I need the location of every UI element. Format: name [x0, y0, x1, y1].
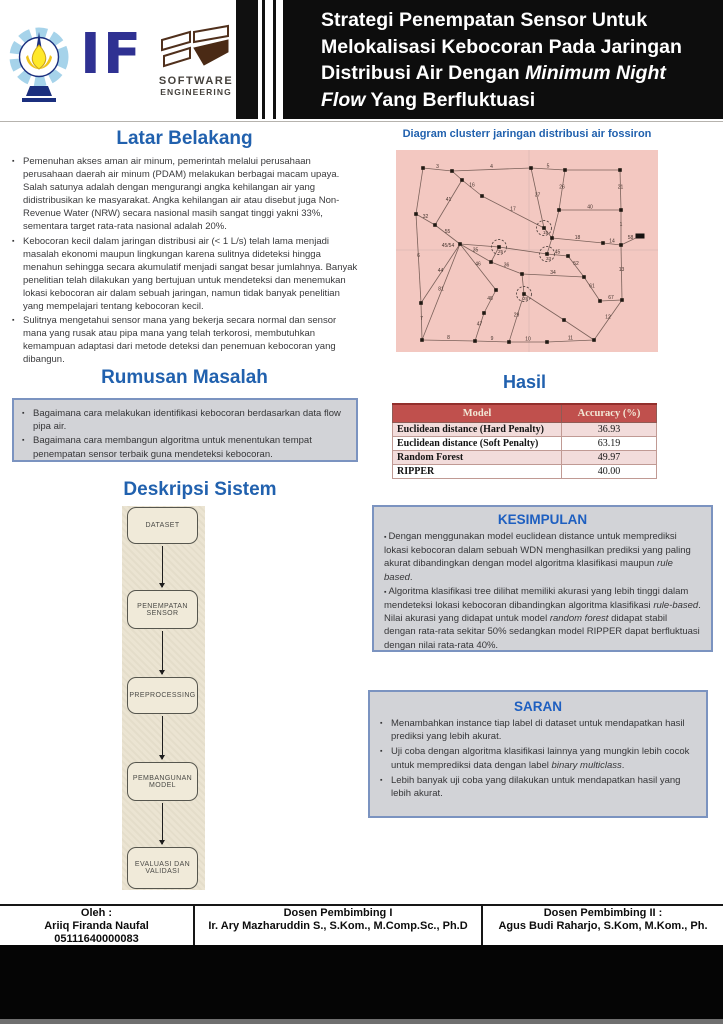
bullet-icon: ▪: [12, 237, 15, 245]
author-name: Ariiq Firanda Naufal: [44, 920, 149, 932]
arrow-down-icon: [162, 631, 163, 674]
flowchart-step-dataset: DATASET: [127, 507, 198, 544]
col-header-accuracy: Accuracy (%): [562, 404, 657, 423]
svg-text:81: 81: [438, 286, 444, 293]
its-gear-logo-icon: [8, 24, 70, 111]
svg-text:17: 17: [510, 206, 516, 213]
table-row: Euclidean distance (Hard Penalty) 36.93: [393, 423, 657, 437]
svg-text:48: 48: [487, 296, 493, 302]
bullet-icon: ▪: [12, 317, 15, 325]
arrow-down-icon: [162, 803, 163, 844]
svg-text:32: 32: [422, 214, 429, 220]
bullet-icon: ▪: [380, 776, 383, 784]
list-item: ▪ Pemenuhan akses aman air minum, pemerintah melalui perusahaan perusahaan daerah air minum (PDAM) melakukan berbagai macam upaya. Salah satunya adalah dengan mengurangi angka kehilangan air yang didistribusikan ke masyarakat. Angka kehilangan air atau disebut juga Non-Revenue Water (NRW) secara nasional masih sangat tinggi yakni 33%, sementara target rata-rata nasional adalah 20%.: [12, 156, 340, 233]
svg-text:15: 15: [542, 230, 549, 236]
header: [0, 0, 723, 119]
list-item: ▪ Bagaimana cara membangun algoritma untuk menentukan tempat penempatan sensor terbaik guna mendeteksi kebocoran.: [22, 435, 312, 460]
svg-text:7: 7: [420, 316, 423, 322]
svg-text:55: 55: [444, 229, 451, 235]
if-logo: IF: [80, 22, 144, 87]
network-diagram: [396, 150, 658, 352]
svg-text:58: 58: [627, 235, 634, 241]
header-stripes-decoration: [236, 0, 283, 119]
arrow-down-icon: [162, 546, 163, 587]
svg-text:21: 21: [617, 184, 624, 191]
list-item: ▪ Sulitnya mengetahui sensor mana yang bekerja secara normal dan sensor mana yang rusak atau pipa mana yang telah terkorosi, membutuhkan kemampuan adaptasi dari metode deteksi dan penemuan kebocoran yang dibangun.: [12, 315, 337, 366]
hasil-table: [392, 403, 657, 479]
saran-box: [368, 690, 708, 818]
table-row: Euclidean distance (Soft Penalty) 63.19: [393, 437, 657, 451]
svg-text:9: 9: [490, 336, 494, 342]
se-label-line1: SOFTWARE: [158, 75, 234, 87]
svg-text:45: 45: [554, 249, 561, 256]
svg-text:25: 25: [497, 249, 504, 255]
latar-belakang-list: [12, 155, 360, 368]
list-item: ▪ Algoritma klasifikasi tree dilihat memiliki akurasi yang lebih tinggi dalam mendeteksi lokasi kebocoran dibandingkan algoritma klasifikasi rule-based. Nilai akurasi yang didapat untuk model random forest didapat stabil dengan rata-rata sekitar 50% sedangkan model RIPPER dapat berfluktuasi dengan nilai rata-rata 40%.: [384, 585, 701, 651]
svg-text:26: 26: [559, 184, 565, 191]
supervisor1-name: Ir. Ary Mazharuddin S., S.Kom., M.Comp.Sc., Ph.D: [208, 920, 468, 932]
svg-text:37: 37: [534, 192, 541, 199]
flowchart-step-penempatan-sensor: PENEMPATAN SENSOR: [127, 590, 198, 629]
list-item: ▪ Menambahkan instance tiap label di dataset untuk mendapatkan hasil prediksi yang lebih akurat.: [380, 718, 685, 743]
svg-text:11: 11: [567, 335, 574, 342]
flowchart: [122, 506, 205, 890]
svg-text:61: 61: [589, 283, 595, 290]
flowchart-step-preprocessing: PREPROCESSING: [127, 677, 198, 714]
svg-text:47: 47: [476, 321, 483, 328]
flowchart-step-pembangunan-model: PEMBANGUNAN MODEL: [127, 762, 198, 801]
kesimpulan-box: [372, 505, 713, 652]
svg-text:12: 12: [605, 314, 611, 321]
bullet-icon: ▪: [380, 748, 383, 756]
svg-text:46: 46: [475, 261, 481, 268]
svg-text:4: 4: [490, 164, 493, 170]
list-item: ▪ Lebih banyak uji coba yang dilakukan untuk mendapatkan hasil yang lebih akurat.: [380, 774, 681, 800]
svg-text:45/54: 45/54: [441, 243, 455, 249]
svg-text:34: 34: [550, 270, 556, 276]
author-nrp: 05111640000083: [54, 933, 139, 945]
kesimpulan-heading: KESIMPULAN: [497, 512, 588, 527]
se-marks-icon: [160, 24, 232, 68]
footer: [0, 904, 723, 945]
bullet-icon: ▪: [384, 588, 389, 596]
footer-supervisor1-cell: [193, 906, 481, 945]
se-label-line2: ENGINEERING: [160, 87, 232, 97]
bullet-icon: ▪: [380, 720, 383, 727]
poster-title-line: Melokalisasi Kebocoran Pada Jaringan: [321, 35, 682, 58]
table-header-row: [393, 404, 657, 423]
list-item: ▪ Bagaimana cara melakukan identifikasi kebocoran berdasarkan data flow pipa air.: [22, 408, 341, 433]
svg-text:28: 28: [522, 296, 529, 302]
software-engineering-logo: [156, 24, 236, 97]
supervisor1-label: Dosen Pembimbing I: [283, 907, 393, 919]
footer-supervisor2-cell: [481, 906, 723, 945]
table-row: Random Forest 49.97: [393, 451, 657, 465]
title-block: [283, 0, 723, 119]
svg-text:8: 8: [447, 335, 450, 341]
flowchart-step-evaluasi-validasi: EVALUASI DAN VALIDASI: [127, 847, 198, 889]
bullet-icon: ▪: [22, 437, 25, 445]
svg-text:5: 5: [546, 163, 550, 170]
svg-text:44: 44: [437, 268, 444, 274]
bullet-icon: ▪: [384, 534, 389, 541]
bottom-black-bar: [0, 945, 723, 1019]
svg-text:41: 41: [445, 197, 452, 203]
rumusan-masalah-list: [22, 407, 348, 461]
svg-text:40: 40: [587, 204, 593, 211]
rumusan-masalah-box: [12, 398, 358, 462]
diagram-caption: Diagram clusterr jaringan distribusi air fossiron: [402, 128, 652, 140]
supervisor2-label: Dosen Pembimbing II :: [543, 907, 663, 919]
supervisor2-name: Agus Budi Raharjo, S.Kom, M.Kom., Ph.: [498, 920, 708, 932]
deskripsi-sistem-heading: Deskripsi Sistem: [123, 479, 277, 500]
list-item: ▪ Uji coba dengan algoritma klasifikasi lainnya yang mungkin lebih cocok untuk memprediksi data dengan label binary multiclass.: [380, 746, 690, 771]
svg-text:18: 18: [574, 235, 581, 241]
saran-heading: SARAN: [513, 699, 562, 714]
svg-text:36: 36: [503, 262, 510, 269]
footer-author-cell: [0, 906, 193, 945]
latar-belakang-heading: Latar Belakang: [116, 128, 253, 149]
svg-text:3: 3: [436, 164, 439, 170]
rumusan-masalah-heading: Rumusan Masalah: [101, 367, 268, 388]
list-item: ▪ Dengan menggunakan model euclidean distance untuk memprediksi lokasi kebocoran dalam sebuah WDN menghasilkan prediksi yang paling akurat dibandingkan dengan model algoritma klasifikasi maupun rule based.: [384, 531, 691, 583]
bottom-gray-strip: [0, 1019, 723, 1024]
svg-text:67: 67: [608, 295, 614, 301]
svg-text:14: 14: [609, 238, 615, 245]
poster-title-line: Strategi Penempatan Sensor Untuk: [321, 9, 648, 31]
svg-text:33: 33: [545, 256, 552, 262]
poster-title-line: Flow Yang Berfluktuasi: [321, 88, 536, 111]
table-row: RIPPER 40.00: [393, 465, 657, 479]
col-header-model: Model: [393, 404, 562, 423]
svg-text:16: 16: [469, 182, 475, 189]
bullet-icon: ▪: [22, 410, 25, 417]
svg-text:1: 1: [619, 222, 623, 228]
svg-text:35: 35: [472, 247, 479, 254]
network-svg: [396, 150, 658, 352]
svg-text:29: 29: [513, 312, 520, 319]
author-label: Oleh :: [80, 907, 113, 919]
svg-text:6: 6: [417, 253, 420, 259]
bullet-icon: ▪: [12, 158, 15, 165]
svg-text:13: 13: [618, 267, 625, 273]
header-divider: [0, 121, 723, 122]
svg-text:52: 52: [573, 261, 579, 267]
saran-list: [380, 717, 696, 800]
kesimpulan-list: [384, 530, 701, 652]
arrow-down-icon: [162, 716, 163, 759]
poster-title-line: Distribusi Air Dengan Minimum Night: [321, 62, 666, 84]
hasil-heading: Hasil: [502, 372, 547, 392]
svg-text:10: 10: [525, 336, 531, 343]
list-item: ▪ Kebocoran kecil dalam jaringan distribusi air (< 1 L/s) telah lama menjadi masalah ekonomi maupun lingkungan karena sulitnya dideteksi hingga menahun sehingga secara akumulatif menjadi sangat besar jumlahnya. Banyak penelitian telah dilakukan yang bertujuan untuk mendeteksi dan menemukan lokasi kebocoran air dalam sebuah jaringan, namun tidak banyak penelitian yang mempelajari tentang kebocoran kecil.: [12, 235, 358, 313]
